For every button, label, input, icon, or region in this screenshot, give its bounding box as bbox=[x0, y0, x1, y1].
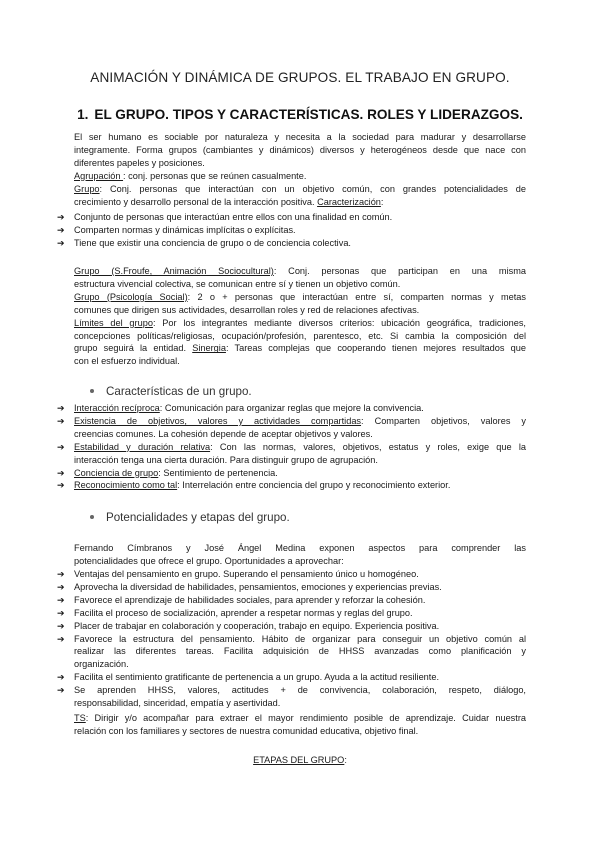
caracterizacion-term: Caracterización bbox=[317, 196, 381, 207]
grupo-definition-cont bbox=[74, 196, 526, 209]
limites-term: Límites del grupo bbox=[74, 317, 153, 328]
arrow-icon: ➔ bbox=[57, 581, 65, 592]
grupo-term: Grupo bbox=[74, 183, 100, 194]
froufe-term: Grupo (S.Froufe, Animación Sociocultural) bbox=[74, 266, 274, 276]
definitions-paragraph bbox=[74, 265, 526, 368]
list-item bbox=[57, 607, 526, 620]
list-item bbox=[57, 415, 526, 441]
list-item-text: Comparten normas y dinámicas implícitas o explícitas. bbox=[74, 224, 296, 235]
dot-icon bbox=[90, 515, 94, 519]
arrow-icon: ➔ bbox=[57, 685, 65, 696]
froufe-text: : Conj. personas que participan en una misma bbox=[273, 266, 526, 276]
psico-text: : 2 o + personas que interactúan entre sí, comparten normas y metas bbox=[187, 291, 526, 302]
subsection-title: Potencialidades y etapas del grupo. bbox=[106, 511, 290, 524]
list-item bbox=[57, 211, 526, 224]
arrow-icon: ➔ bbox=[57, 441, 65, 452]
limites-definition-cont: concepciones políticas/religiosas, ocupación/profesión, parentesco, etc. Si cambia la composición del bbox=[74, 330, 526, 341]
caracteristicas-list bbox=[57, 402, 526, 492]
medina-line: Fernando Címbranos y José Ángel Medina exponen aspectos para comprender las bbox=[74, 543, 526, 553]
oportunidades-list bbox=[57, 568, 526, 710]
arrow-icon: ➔ bbox=[57, 480, 65, 491]
list-item-text: responsabilidad, sinceridad, empatía y asertividad. bbox=[74, 698, 281, 709]
etapas-term: ETAPAS DEL GRUPO bbox=[253, 755, 345, 765]
colon: : bbox=[380, 196, 384, 207]
list-item-text: : Con las normas, valores, objetivos, estatus y roles, exige que la bbox=[210, 441, 526, 452]
arrow-icon: ➔ bbox=[57, 633, 65, 644]
list-item bbox=[57, 684, 526, 710]
list-item-text: Conjunto de personas que interactúan entre ellos con una finalidad en común. bbox=[74, 212, 393, 222]
arrow-icon: ➔ bbox=[57, 467, 65, 478]
sinergia-text: : Tareas complejas que cooperando tienen mejores resultados que bbox=[225, 343, 527, 354]
list-item bbox=[57, 671, 526, 684]
etapas-heading bbox=[0, 755, 600, 765]
list-item bbox=[57, 479, 526, 492]
section-heading-1 bbox=[0, 107, 600, 122]
list-item-text: Favorece el aprendizaje de habilidades sociales, para aprender y reforzar la cohesión. bbox=[74, 594, 426, 605]
list-item-text: interacción tenga una cierta duración. Para distinguir grupo de agrupación. bbox=[74, 454, 378, 465]
intro-line: diferentes papeles y posiciones. bbox=[74, 157, 205, 168]
intro-line: integramente. Forma grupos (cambiantes y dinámicos) diversos y heterogéneos desde que nace con bbox=[74, 144, 526, 155]
list-item-term: Reconocimiento como tal bbox=[74, 480, 178, 491]
list-item bbox=[57, 467, 526, 480]
subsection-heading-caracteristicas bbox=[90, 385, 252, 398]
list-item bbox=[57, 620, 526, 633]
list-item-text: : Comunicación para organizar reglas que mejore la convivencia. bbox=[159, 403, 424, 413]
list-item-term: Existencia de objetivos, valores y actividades compartidas bbox=[74, 415, 362, 426]
sinergia-definition bbox=[74, 342, 526, 355]
list-item bbox=[57, 568, 526, 581]
grupo-text: : Conj. personas que interactúan con un objetivo común, con grandes potencialidades de bbox=[99, 183, 526, 194]
limites-definition bbox=[74, 317, 526, 330]
arrow-icon: ➔ bbox=[57, 237, 65, 248]
list-item-text: : Comparten objetivos, valores y bbox=[361, 415, 526, 426]
list-item-text: Placer de trabajar en colaboración y cooperación, trabajo en equipo. Experiencia positiva. bbox=[74, 620, 440, 631]
sinergia-definition-cont: con el esfuerzo individual. bbox=[74, 356, 180, 367]
list-item-term: Estabilidad y duración relativa bbox=[74, 441, 211, 452]
subsection-heading-potencialidades bbox=[90, 511, 290, 524]
froufe-definition-cont: estructura vivencial colectiva, se comunican entre sí y tienen un objetivo común. bbox=[74, 278, 401, 289]
colon: : bbox=[344, 755, 347, 765]
list-item-text: Facilita el sentimiento gratificante de pertenencia a un grupo. Ayuda a la actitud resiliente. bbox=[74, 672, 440, 683]
arrow-icon: ➔ bbox=[57, 620, 65, 631]
list-item-term: Interacción recíproca bbox=[74, 403, 160, 413]
list-item-text: : Sentimiento de pertenencia. bbox=[158, 467, 278, 478]
list-item-text: Ventajas del pensamiento en grupo. Superando el pensamiento único u homogéneo. bbox=[74, 569, 419, 579]
arrow-icon: ➔ bbox=[57, 212, 65, 222]
list-item bbox=[57, 441, 526, 467]
list-item-text: Favorece la estructura del pensamiento. Hábito de organizar para conseguir un objetivo común al bbox=[74, 633, 526, 644]
ts-definition bbox=[74, 712, 526, 725]
sinergia-term: Sinergia bbox=[192, 343, 226, 354]
list-item bbox=[57, 224, 526, 237]
arrow-icon: ➔ bbox=[57, 607, 65, 618]
arrow-icon: ➔ bbox=[57, 224, 65, 235]
arrow-icon: ➔ bbox=[57, 672, 65, 683]
heading-text: EL GRUPO. TIPOS Y CARACTERÍSTICAS. ROLES Y LIDERAZGOS. bbox=[94, 107, 523, 122]
ts-text: relación con los familiares y sectores de nuestra comunidad educativa, objetivo final. bbox=[74, 725, 419, 736]
document-title: ANIMACIÓN Y DINÁMICA DE GRUPOS. EL TRABAJO EN GRUPO. bbox=[90, 70, 510, 85]
arrow-icon: ➔ bbox=[57, 415, 65, 426]
froufe-definition bbox=[74, 265, 526, 278]
list-item bbox=[57, 594, 526, 607]
limites-text: : Por los integrantes mediante diversos criterios: ubicación geográfica, tradiciones, bbox=[152, 317, 526, 328]
arrow-icon: ➔ bbox=[57, 569, 65, 579]
caracterizacion-list bbox=[57, 211, 526, 250]
ts-paragraph bbox=[74, 712, 526, 738]
heading-number: 1. bbox=[77, 107, 89, 122]
ts-text: : Dirigir y/o acompañar para extraer el mayor rendimiento posible de aprendizaje. Cuidar nuestra bbox=[85, 713, 526, 723]
agrupacion-text: : conj. personas que se reúnen casualmente. bbox=[123, 170, 307, 181]
list-item bbox=[57, 237, 526, 250]
psico-definition bbox=[74, 291, 526, 304]
list-item-text: realizar las diferentes tareas. Facilita adquisición de HHSS avanzadas como planificación y bbox=[74, 646, 526, 657]
grupo-text: crecimiento y desarrollo personal de la interacción positiva. bbox=[74, 196, 318, 207]
list-item-term: Conciencia de grupo bbox=[74, 467, 159, 478]
list-item-text: organización. bbox=[74, 659, 129, 670]
psico-definition-cont: comunes que dirigen sus actividades, desarrollan roles y red de relaciones afectivas. bbox=[74, 304, 420, 315]
intro-line: El ser humano es sociable por naturaleza y necesita a la sociedad para madurar y desarrollarse bbox=[74, 132, 526, 142]
psico-term: Grupo (Psicología Social) bbox=[74, 291, 188, 302]
list-item-text: Se aprenden HHSS, valores, actitudes + de convivencia, colaboración, respeto, diálogo, bbox=[74, 685, 526, 696]
ts-term: TS bbox=[74, 713, 86, 723]
list-item-text: Facilita el proceso de socialización, aprender a respetar normas y reglas del grupo. bbox=[74, 607, 413, 618]
list-item bbox=[57, 581, 526, 594]
grupo-definition bbox=[74, 183, 526, 196]
medina-paragraph bbox=[74, 542, 526, 568]
arrow-icon: ➔ bbox=[57, 403, 65, 413]
list-item-text: Aprovecha la diversidad de habilidades, pensamientos, emociones y experiencias previas. bbox=[74, 581, 442, 592]
agrupacion-definition bbox=[74, 170, 526, 183]
agrupacion-term: Agrupación bbox=[74, 170, 124, 181]
list-item-text: : Interrelación entre conciencia del grupo y reconocimiento exterior. bbox=[177, 480, 451, 491]
dot-icon bbox=[90, 389, 94, 393]
limites-text: grupo seguirá la entidad. bbox=[74, 343, 193, 354]
list-item-text: creencias comunes. La cohesión depende de aceptar objetivos y valores. bbox=[74, 428, 373, 439]
medina-line: potencialidades que ofrece el grupo. Oportunidades a aprovechar: bbox=[74, 555, 344, 566]
list-item bbox=[57, 633, 526, 672]
list-item bbox=[57, 402, 526, 415]
list-item-text: Tiene que existir una conciencia de grupo o de conciencia colectiva. bbox=[74, 237, 351, 248]
subsection-title: Características de un grupo. bbox=[106, 385, 252, 398]
intro-paragraph bbox=[74, 131, 526, 208]
arrow-icon: ➔ bbox=[57, 594, 65, 605]
